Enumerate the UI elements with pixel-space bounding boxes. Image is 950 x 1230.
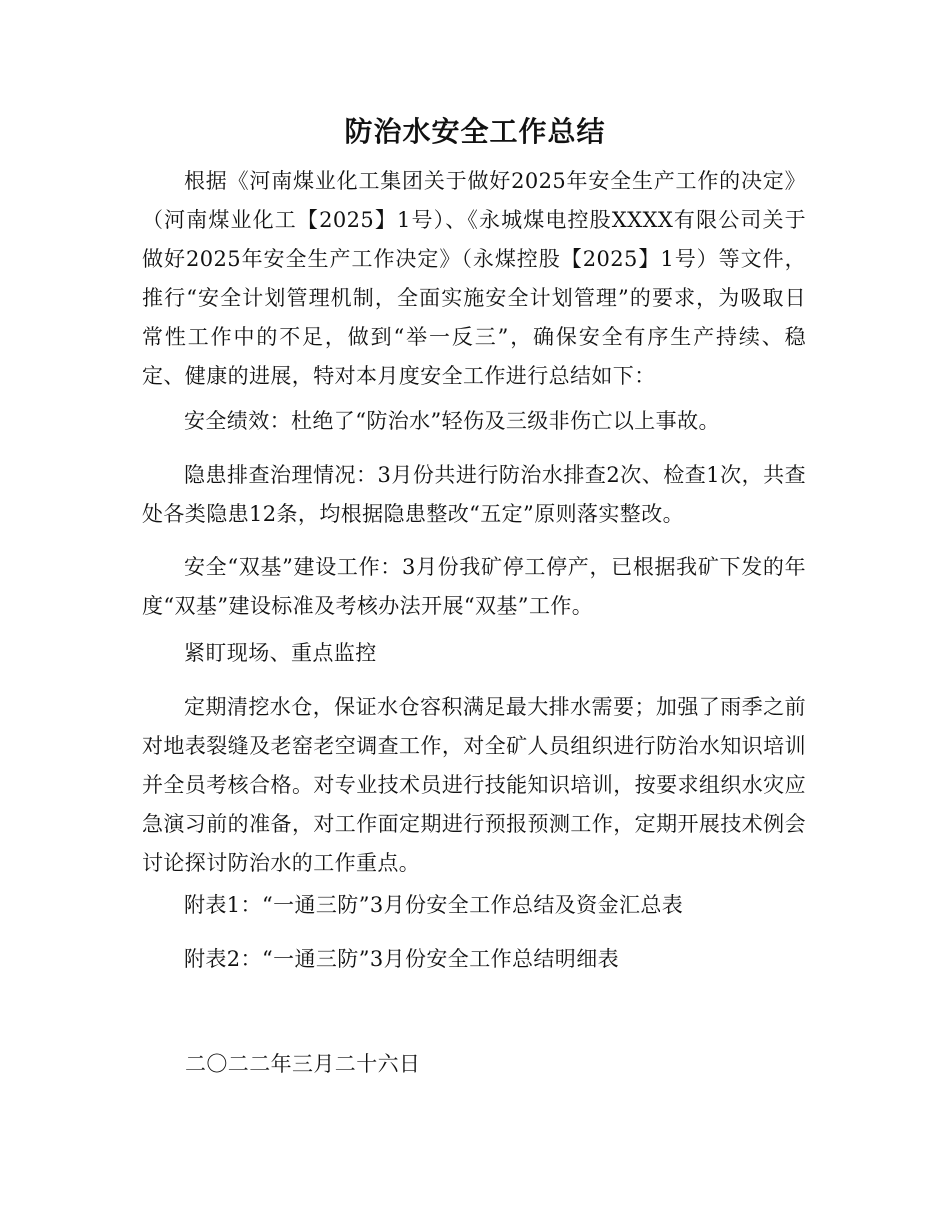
hazard-inspection-paragraph: 隐患排查治理情况：3月份共进行防治水排查2次、检查1次，共查处各类隐患12条，均根据隐患整改“五定”原则落实整改。 — [142, 463, 806, 526]
intro-paragraph: 根据《河南煤业化工集团关于做好2025年安全生产工作的决定》（河南煤业化工【2025】1号）、《永城煤电控股XXXX有限公司关于做好2025年安全生产工作决定》（永煤控股【2025】1号）等文件，推行“安全计划管理机制，全面实施安全计划管理”的要求，为吸取日常性工作中的不足，做到“举一反三”，确保安全有序生产持续、稳定、健康的进展，特对本月度安全工作进行总结如下： — [142, 169, 806, 388]
measures-paragraph: 定期清挖水仓，保证水仓容积满足最大排水需要；加强了雨季之前对地表裂缝及老窑老空调查工作，对全矿人员组织进行防治水知识培训并全员考核合格。对专业技术员进行技能知识培训，按要求组织水灾应急演习前的准备，对工作面定期进行预报预测工作，定期开展技术例会讨论探讨防治水的工作重点。 — [142, 695, 806, 875]
document-title: 防治水安全工作总结 — [344, 115, 606, 148]
dual-foundation-paragraph: 安全“双基”建设工作：3月份我矿停工停产，已根据我矿下发的年度“双基”建设标准及考核办法开展“双基”工作。 — [142, 555, 806, 618]
attachment-1: 附表1：“一通三防”3月份安全工作总结及资金汇总表 — [184, 893, 684, 917]
safety-performance-paragraph: 安全绩效：杜绝了“防治水”轻伤及三级非伤亡以上事故。 — [184, 409, 720, 433]
attachment-2: 附表2：“一通三防”3月份安全工作总结明细表 — [184, 947, 619, 971]
document-date: 二〇二二年三月二十六日 — [185, 1052, 421, 1076]
site-monitoring-heading: 紧盯现场、重点监控 — [184, 641, 377, 665]
